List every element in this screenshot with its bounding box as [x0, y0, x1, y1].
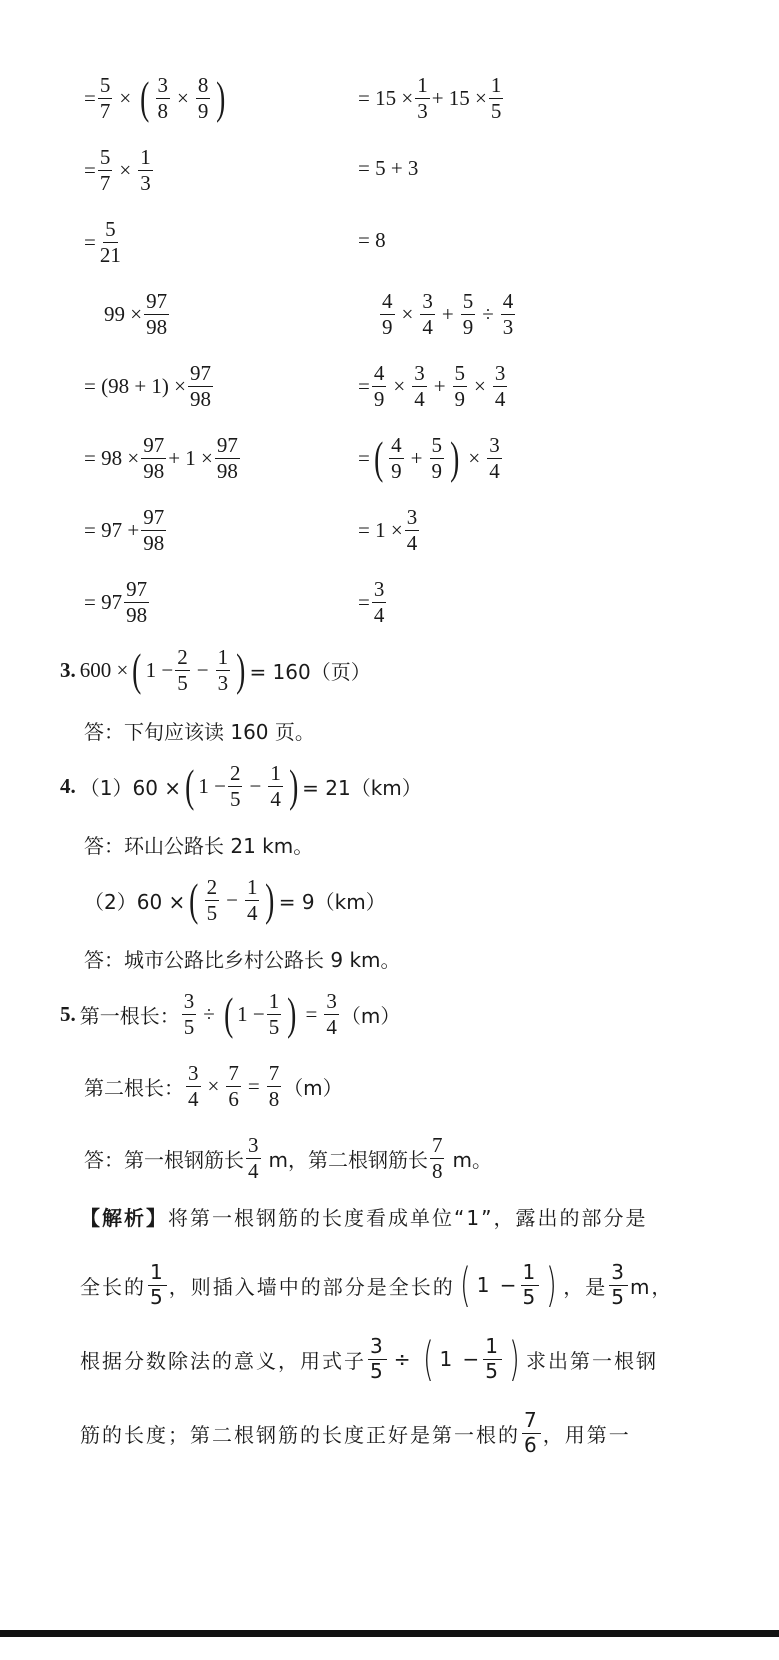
- bottom-rule: [0, 1630, 779, 1637]
- fraction: $\frac{3}{4}$: [489, 433, 500, 483]
- right-line-8: = $\frac{3}{4}$: [358, 577, 385, 627]
- q5-line1: 5. 第一根长： $\frac{3}{5}$ ÷ ( 1 − $\frac{1}{5}$ ) = $\frac{3}{4}$ （m）: [60, 988, 401, 1040]
- q4-part2-answer: 答：城市公路比乡村公路长 9 km。: [84, 948, 401, 972]
- fraction: $\frac{3}{4}$: [248, 1133, 259, 1183]
- right-line-1: = 15 × $\frac{1}{3}$ + 15 × $\frac{1}{5}$: [358, 73, 502, 123]
- fraction: $\frac{1}{4}$: [246, 875, 258, 925]
- fraction: $\frac{3}{4}$: [422, 289, 433, 339]
- fraction: $\frac{3}{4}$: [188, 1061, 199, 1111]
- fraction: $\frac{4}{3}$: [502, 289, 514, 339]
- fraction: $\frac{3}{4}$: [414, 361, 425, 411]
- fraction: $\frac{1}{5}$: [485, 1334, 501, 1383]
- fraction: $\frac{2}{5}$: [177, 645, 188, 695]
- fraction: $\frac{97}{98}$: [216, 433, 238, 483]
- fraction: $\frac{1}{5}$: [522, 1260, 538, 1309]
- fraction: $\frac{5}{21}$: [99, 217, 121, 267]
- fraction: $\frac{5}{9}$: [454, 361, 466, 411]
- fraction: $\frac{4}{9}$: [391, 433, 402, 483]
- q4-part2-equation: （2）60 × ( $\frac{2}{5}$ − $\frac{1}{4}$ ) = 9（km）: [84, 874, 386, 926]
- q4-part1-answer: 答：环山公路长 21 km。: [84, 834, 314, 858]
- right-line-6: = ( $\frac{4}{9}$ + $\frac{5}{9}$ ) × $\frac{3}{4}$: [358, 432, 500, 484]
- q4-part1-equation: 4. （1）60 × ( 1 − $\frac{2}{5}$ − $\frac{1}{4}$ ) = 21（km）: [60, 760, 422, 812]
- left-line-5: = (98 + 1) × $\frac{97}{98}$: [84, 361, 212, 411]
- analysis-line-2: 全长的 $\frac{1}{5}$ ，则插入墙中的部分是全长的 ( 1 − $\frac{1}{5}$ ) ，是 $\frac{3}{5}$ m，: [80, 1258, 674, 1313]
- fraction: $\frac{5}{7}$: [99, 73, 111, 123]
- question-number: 5.: [60, 1001, 76, 1026]
- fraction: $\frac{5}{9}$: [462, 289, 474, 339]
- equals-sign: =: [84, 85, 96, 110]
- fraction: $\frac{3}{5}$: [611, 1260, 626, 1309]
- fraction: $\frac{97}{98}$: [190, 361, 212, 411]
- fraction: $\frac{1}{3}$: [417, 73, 428, 123]
- fraction: $\frac{3}{5}$: [183, 989, 195, 1039]
- right-line-2: = 5 + 3: [358, 156, 419, 180]
- analysis-line-1: 【解析】 将第一根钢筋的长度看成单位“1”，露出的部分是: [80, 1202, 680, 1231]
- fraction: $\frac{7}{6}$: [524, 1408, 539, 1457]
- fraction: $\frac{1}{4}$: [270, 761, 281, 811]
- right-line-3: = 8: [358, 228, 386, 252]
- left-line-6: = 98 × $\frac{97}{98}$ + 1 × $\frac{97}{98}$: [84, 433, 238, 483]
- fraction: $\frac{3}{8}$: [157, 73, 169, 123]
- fraction: $\frac{1}{3}$: [140, 145, 151, 195]
- fraction: $\frac{97}{98}$: [143, 505, 165, 555]
- fraction: $\frac{97}{98}$: [126, 577, 148, 627]
- fraction: $\frac{3}{4}$: [326, 989, 337, 1039]
- analysis-tag: 【解析】: [80, 1206, 168, 1230]
- fraction: $\frac{5}{7}$: [99, 145, 111, 195]
- fraction: $\frac{7}{6}$: [228, 1061, 239, 1111]
- fraction: $\frac{7}{8}$: [268, 1061, 280, 1111]
- fraction: $\frac{97}{98}$: [146, 289, 168, 339]
- fraction: $\frac{1}{5}$: [150, 1260, 165, 1309]
- fraction: $\frac{97}{98}$: [143, 433, 165, 483]
- left-line-8: = 97 $\frac{97}{98}$: [84, 577, 148, 627]
- fraction: $\frac{8}{9}$: [197, 73, 209, 123]
- fraction: $\frac{3}{4}$: [494, 361, 506, 411]
- fraction: $\frac{3}{4}$: [406, 505, 418, 555]
- q3-equation: 3. 600 × ( 1 − $\frac{2}{5}$ − $\frac{1}{3}$ ) = 160（页）: [60, 644, 371, 696]
- fraction: $\frac{4}{9}$: [382, 289, 393, 339]
- right-line-5: = $\frac{4}{9}$ × $\frac{3}{4}$ + $\frac{5}{9}$ × $\frac{3}{4}$: [358, 361, 506, 411]
- analysis-line-4: 筋的长度；第二根钢筋的长度正好是第一根的 $\frac{7}{6}$ ，用第一: [80, 1408, 631, 1457]
- right-line-7: = 1 × $\frac{3}{4}$: [358, 505, 418, 555]
- fraction: $\frac{3}{5}$: [370, 1334, 385, 1383]
- fraction: $\frac{1}{3}$: [217, 645, 229, 695]
- question-number: 3.: [60, 657, 76, 682]
- fraction: $\frac{1}{5}$: [490, 73, 502, 123]
- left-line-4: 99 × $\frac{97}{98}$: [104, 289, 168, 339]
- fraction: $\frac{2}{5}$: [206, 875, 218, 925]
- analysis-line-3: 根据分数除法的意义，用式子 $\frac{3}{5}$ ÷ ( 1 − $\frac{1}{5}$ ) 求出第一根钢: [80, 1332, 658, 1387]
- right-line-4: $\frac{4}{9}$ × $\frac{3}{4}$ + $\frac{5}{9}$ ÷ $\frac{4}{3}$: [382, 289, 514, 339]
- q5-line2: 第二根长： $\frac{3}{4}$ × $\frac{7}{6}$ = $\frac{7}{8}$ （m）: [84, 1061, 343, 1111]
- left-line-3: = $\frac{5}{21}$: [84, 217, 121, 267]
- fraction: $\frac{7}{8}$: [431, 1133, 443, 1183]
- left-line-2: = $\frac{5}{7}$ × $\frac{1}{3}$: [84, 145, 151, 195]
- left-line-1: = $\frac{5}{7}$ × ( $\frac{3}{8}$ × $\frac{8}{9}$ ): [84, 72, 226, 124]
- fraction: $\frac{3}{4}$: [373, 577, 385, 627]
- fraction: $\frac{2}{5}$: [229, 761, 241, 811]
- question-number: 4.: [60, 773, 76, 798]
- fraction: $\frac{1}{5}$: [268, 989, 280, 1039]
- fraction: $\frac{5}{9}$: [431, 433, 443, 483]
- fraction: $\frac{4}{9}$: [373, 361, 385, 411]
- left-line-7: = 97 + $\frac{97}{98}$: [84, 505, 165, 555]
- q3-answer: 答：下旬应该读 160 页。: [84, 720, 315, 744]
- q5-answer: 答：第一根钢筋长 $\frac{3}{4}$ m，第二根钢筋长 $\frac{7}{8}$ m。: [84, 1133, 492, 1183]
